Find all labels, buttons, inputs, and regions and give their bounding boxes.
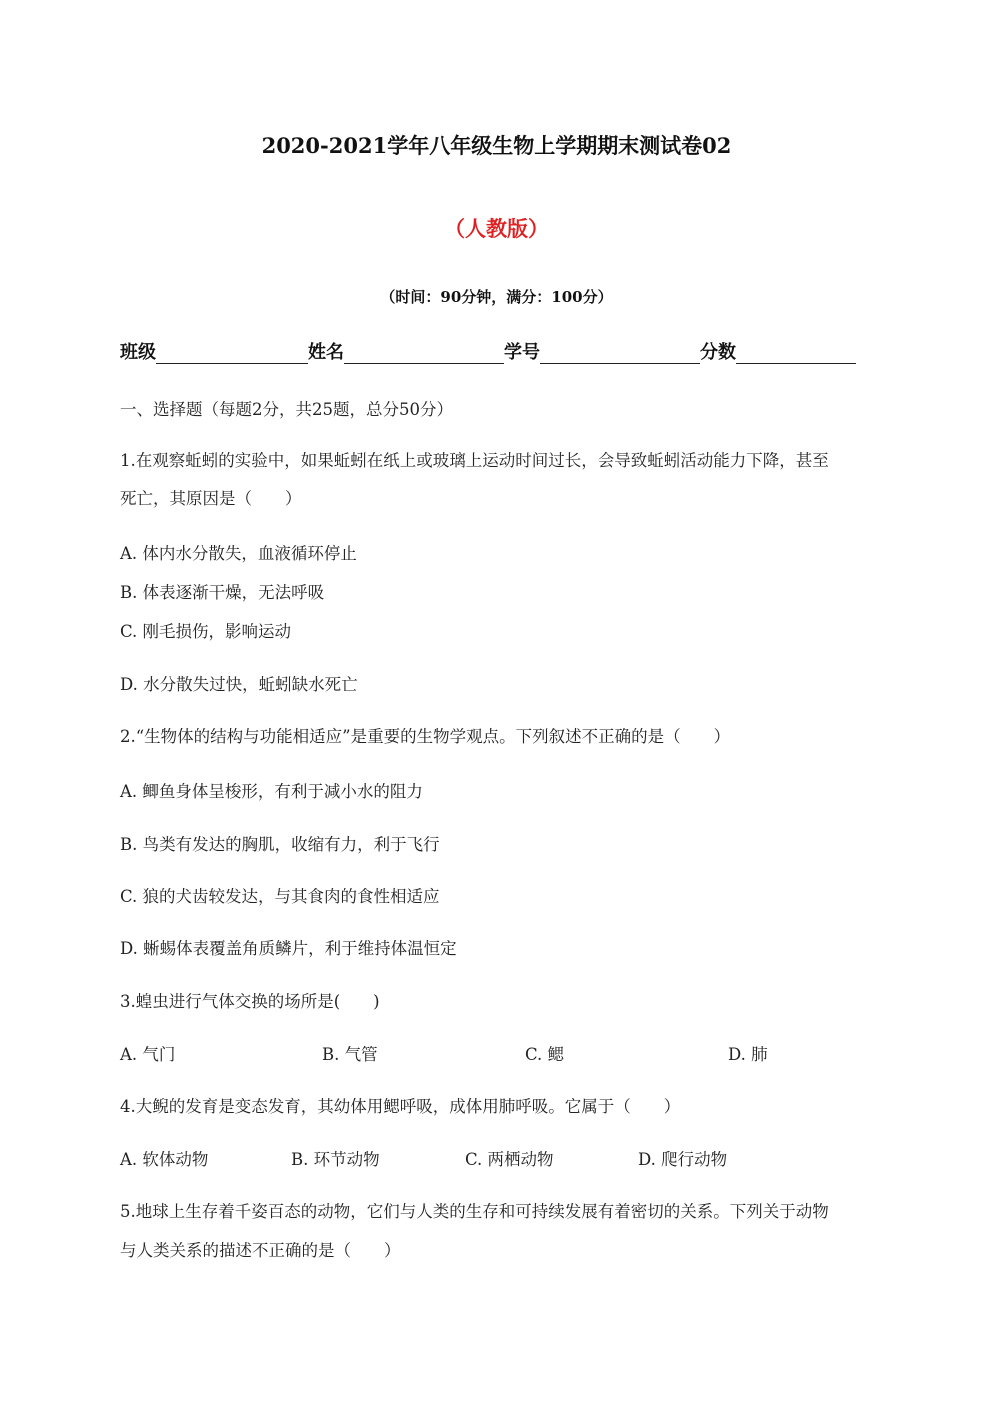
question-5-line-2: 与人类关系的描述不正确的是（ ） [120, 1241, 401, 1260]
name-label: 姓名 [308, 342, 344, 363]
question-3-option-d: D. 肺 [728, 1045, 768, 1064]
question-1-line-1: 1.在观察蚯蚓的实验中，如果蚯蚓在纸上或玻璃上运动时间过长，会导致蚯蚓活动能力下降，甚至 [120, 451, 829, 470]
time-info: （时间：90分钟，满分：100分） [380, 288, 613, 306]
question-1-option-c: C. 刚毛损伤，影响运动 [120, 622, 292, 641]
question-4-line-1: 4.大鲵的发育是变态发育，其幼体用鳃呼吸，成体用肺呼吸。它属于（ ） [120, 1097, 681, 1116]
class-blank[interactable] [156, 341, 308, 364]
question-4-option-c: C. 两栖动物 [465, 1150, 554, 1169]
question-1-option-a: A. 体内水分散失，血液循环停止 [120, 544, 357, 563]
score-blank[interactable] [736, 341, 856, 364]
score-label: 分数 [700, 342, 736, 363]
question-3-option-c: C. 鳃 [525, 1045, 565, 1064]
question-2-option-b: B. 鸟类有发达的胸肌，收缩有力，利于飞行 [120, 835, 440, 854]
question-3-option-b: B. 气管 [322, 1045, 378, 1064]
class-label: 班级 [120, 342, 156, 363]
question-3-line-1: 3.蝗虫进行气体交换的场所是( ) [120, 992, 380, 1011]
question-5-line-1: 5.地球上生存着千姿百态的动物，它们与人类的生存和可持续发展有着密切的关系。下列关于动物 [120, 1202, 829, 1221]
student-info-fields [120, 338, 856, 364]
question-2-line-1: 2.“生物体的结构与功能相适应”是重要的生物学观点。下列叙述不正确的是（ ） [120, 727, 731, 746]
question-1-option-b: B. 体表逐渐干燥，无法呼吸 [120, 583, 325, 602]
question-1-option-d: D. 水分散失过快，蚯蚓缺水死亡 [120, 675, 358, 694]
question-4-option-d: D. 爬行动物 [638, 1150, 728, 1169]
exam-title: 2020-2021学年八年级生物上学期期末测试卷02 [261, 133, 732, 158]
name-blank[interactable] [344, 341, 504, 364]
student-id-blank[interactable] [540, 341, 700, 364]
student-id-label: 学号 [504, 342, 540, 363]
question-4-option-a: A. 软体动物 [120, 1150, 209, 1169]
question-1-line-2: 死亡，其原因是（ ） [120, 489, 302, 508]
question-4-option-b: B. 环节动物 [291, 1150, 380, 1169]
edition-label: （人教版） [444, 216, 549, 241]
question-3-option-a: A. 气门 [120, 1045, 176, 1064]
question-2-option-d: D. 蜥蜴体表覆盖角质鳞片，利于维持体温恒定 [120, 939, 457, 958]
question-2-option-a: A. 鲫鱼身体呈梭形，有利于减小水的阻力 [120, 782, 423, 801]
question-2-option-c: C. 狼的犬齿较发达，与其食肉的食性相适应 [120, 887, 440, 906]
section-heading: 一、选择题（每题2分，共25题，总分50分） [120, 400, 453, 419]
